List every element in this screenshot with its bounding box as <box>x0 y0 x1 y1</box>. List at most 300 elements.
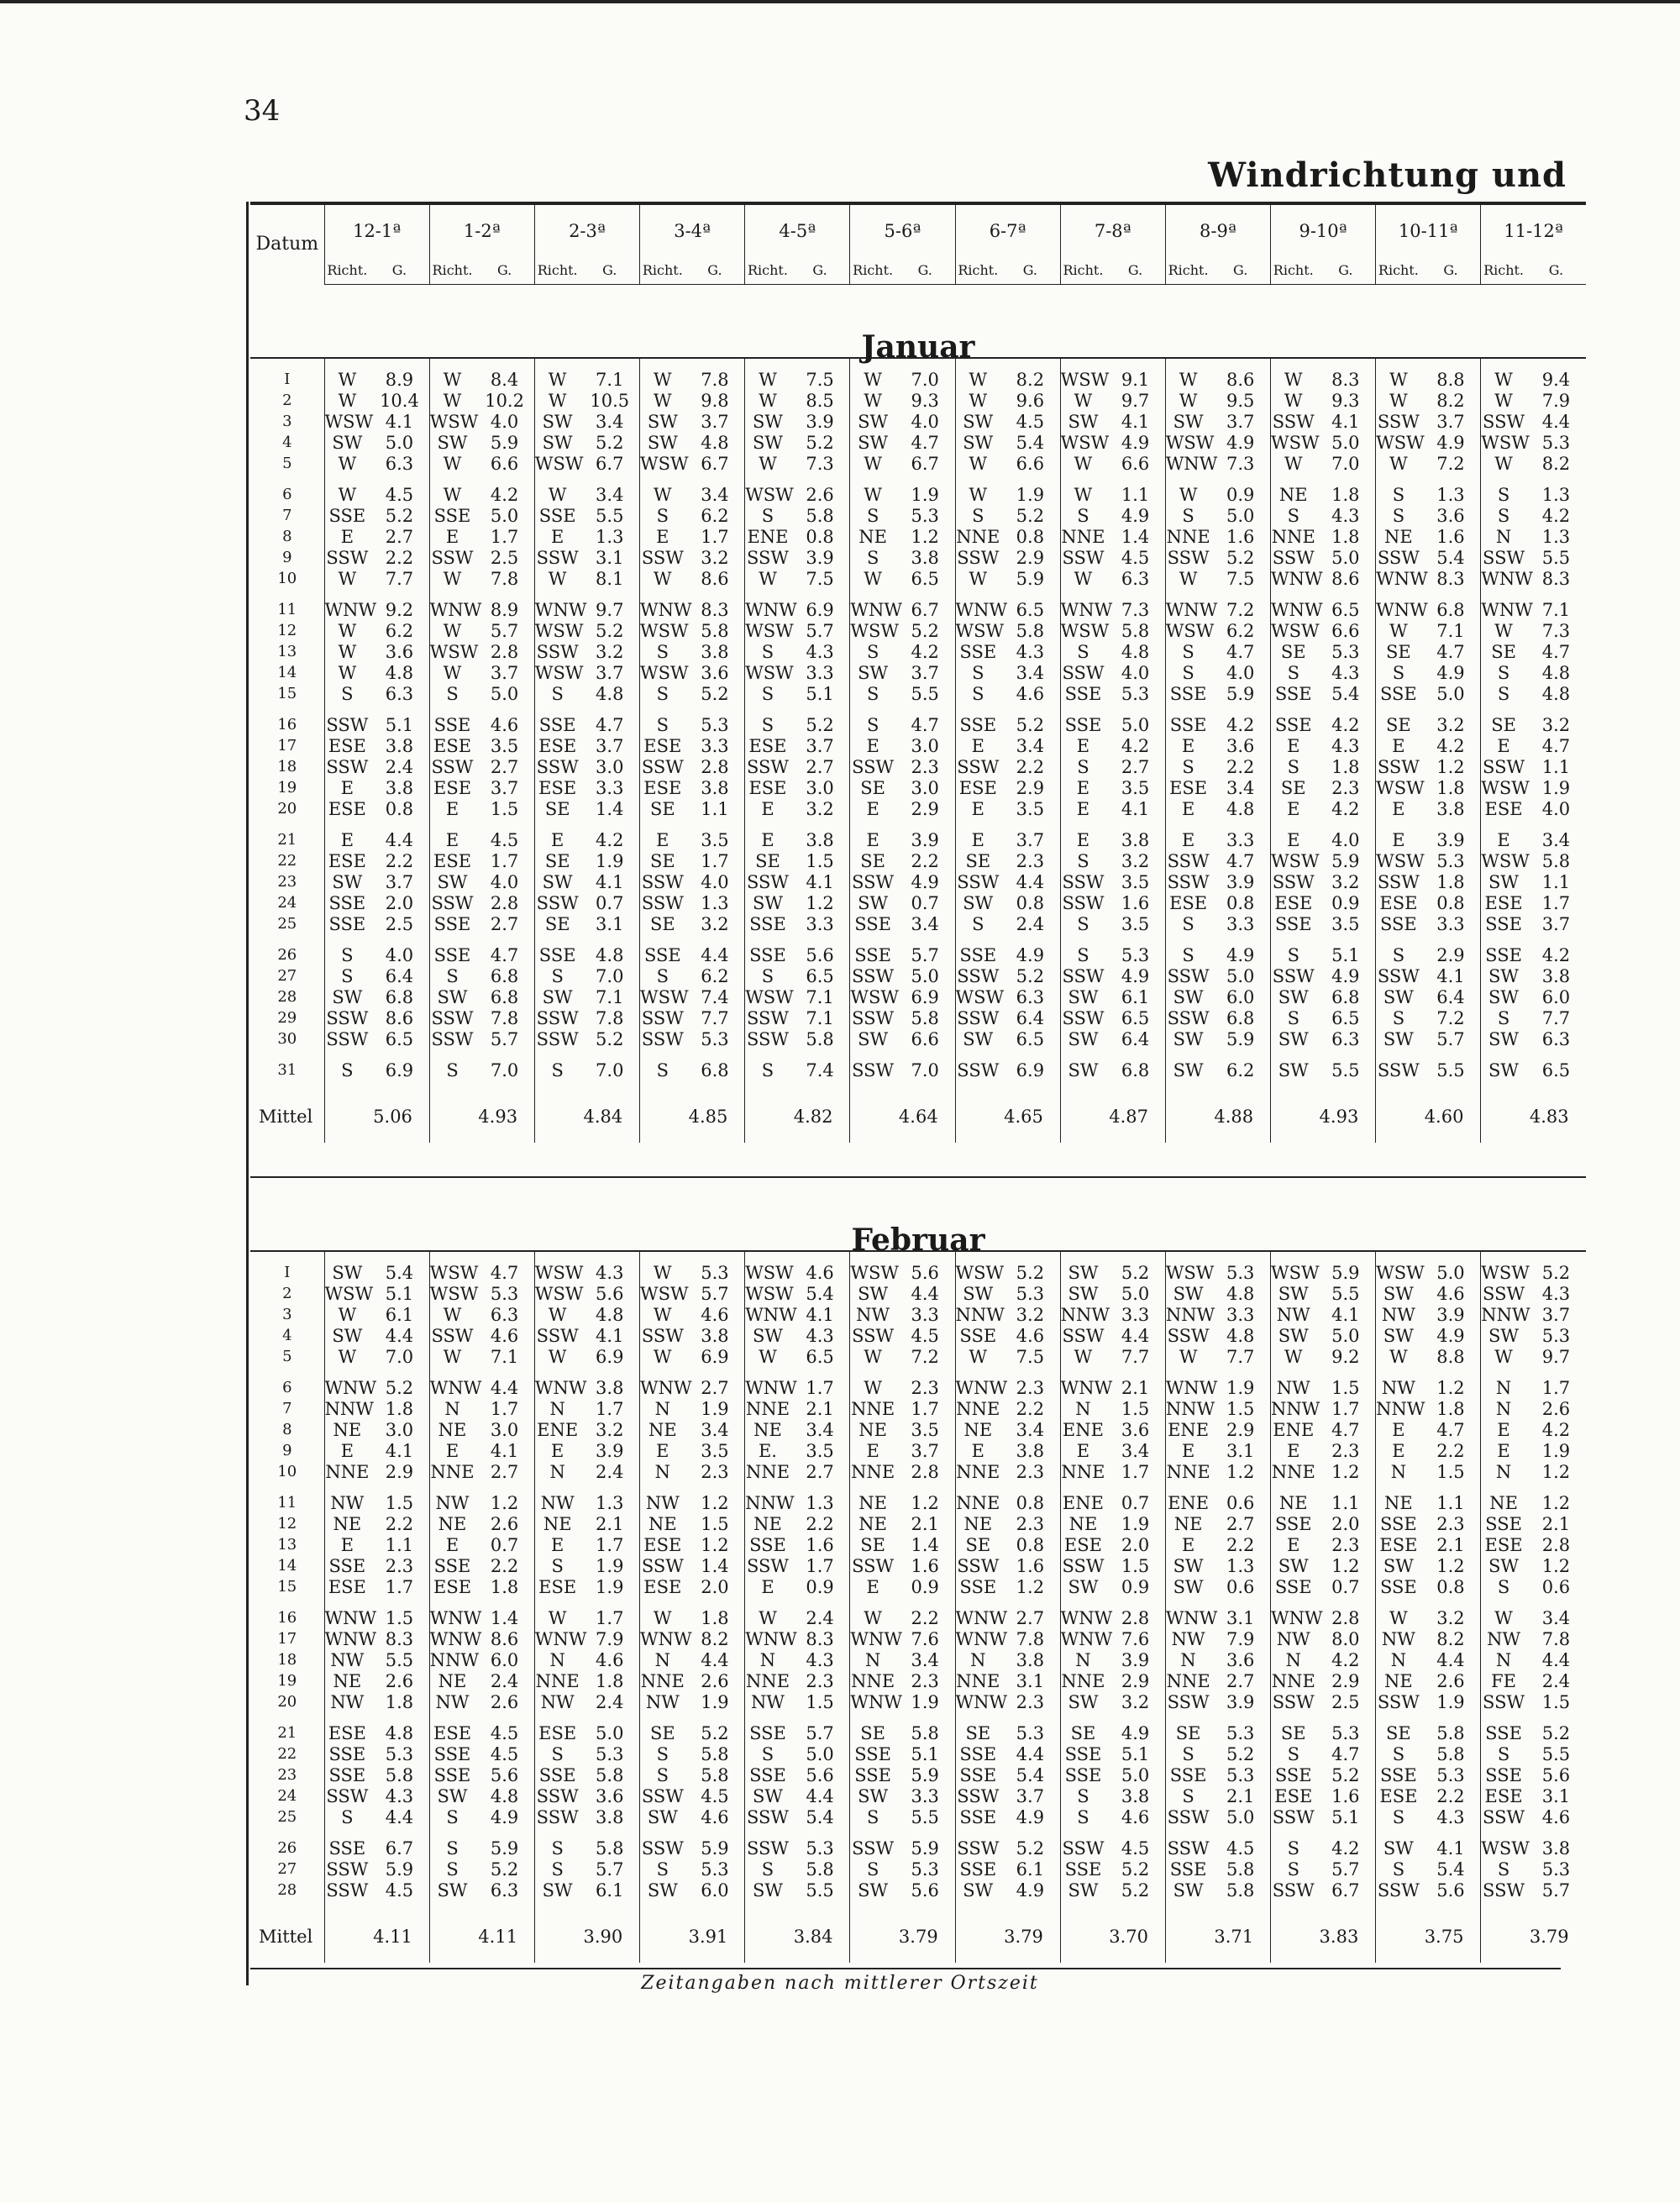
direction-cell: S <box>955 662 1000 683</box>
speed-cell: 5.7 <box>806 1722 834 1743</box>
direction-cell: SW <box>534 871 580 892</box>
speed-cell: 2.7 <box>490 913 519 934</box>
speed-cell: 3.3 <box>1226 913 1255 934</box>
direction-cell: SE <box>1270 777 1315 798</box>
speed-cell: 7.3 <box>806 453 834 474</box>
direction-cell: NW <box>324 1649 370 1670</box>
direction-cell: S <box>1060 756 1105 777</box>
speed-cell: 4.2 <box>1541 1419 1571 1440</box>
direction-cell: W <box>324 369 370 390</box>
direction-cell: W <box>1481 620 1526 641</box>
speed-cell: 5.4 <box>1436 1859 1465 1880</box>
speed-cell: 2.3 <box>1436 1513 1465 1534</box>
speed-cell: 4.3 <box>806 1325 834 1346</box>
direction-cell: W <box>745 369 790 390</box>
speed-cell: 7.1 <box>596 369 624 390</box>
speed-cell: 3.9 <box>1436 1304 1465 1325</box>
direction-cell: WSW <box>640 986 689 1007</box>
table-row <box>250 1007 1586 1028</box>
richt-subheader: Richt. <box>324 257 370 285</box>
speed-cell: 5.5 <box>1436 1059 1465 1080</box>
speed-cell: 5.5 <box>911 683 939 704</box>
day-cell: 14 <box>277 1556 297 1575</box>
direction-cell: ESE <box>1376 1534 1421 1555</box>
speed-cell: 4.7 <box>490 944 519 965</box>
direction-cell: SW <box>534 986 580 1007</box>
speed-cell: 4.1 <box>1331 1304 1360 1325</box>
mittel-value: 4.93 <box>1319 1107 1359 1127</box>
direction-cell: NNE <box>1166 526 1210 547</box>
speed-cell: 3.4 <box>1016 735 1045 756</box>
direction-cell: WNW <box>429 1607 482 1628</box>
direction-cell: WNW <box>955 1691 1008 1712</box>
direction-cell: NNW <box>324 1398 374 1419</box>
table-row <box>250 892 1586 913</box>
direction-cell: S <box>1165 1785 1210 1806</box>
direction-cell: SSE <box>1481 1764 1526 1785</box>
speed-cell: 1.2 <box>1331 1555 1360 1576</box>
day-cell: 17 <box>277 736 297 754</box>
table-row <box>250 505 1586 526</box>
speed-cell: 4.6 <box>1541 1806 1571 1827</box>
direction-cell: E <box>850 829 895 850</box>
speed-cell: 3.4 <box>806 1419 834 1440</box>
speed-cell: 3.3 <box>911 1785 939 1806</box>
speed-cell: 6.3 <box>1121 568 1150 589</box>
direction-cell: NNE <box>956 1461 1000 1482</box>
direction-cell: SW <box>1376 1325 1421 1346</box>
speed-cell: 9.6 <box>1016 390 1045 411</box>
direction-cell: ENE <box>1060 1492 1105 1513</box>
speed-cell: 3.4 <box>1541 829 1571 850</box>
direction-cell: WSW <box>1270 620 1320 641</box>
direction-cell: W <box>955 568 1000 589</box>
speed-cell: 4.6 <box>1016 683 1045 704</box>
richt-subheader: Richt. <box>640 257 685 285</box>
speed-cell: 3.9 <box>1121 1649 1150 1670</box>
speed-cell: 5.9 <box>911 1838 939 1859</box>
direction-cell: SSW <box>429 1028 475 1049</box>
direction-cell: E <box>429 1440 475 1461</box>
direction-cell: SW <box>1165 411 1210 432</box>
direction-cell: SE <box>640 850 685 871</box>
speed-cell: 10.2 <box>485 390 524 411</box>
speed-cell: 3.8 <box>1121 829 1150 850</box>
speed-cell: 5.2 <box>1226 547 1255 568</box>
direction-cell: SE <box>1376 1722 1421 1743</box>
speed-cell: 6.5 <box>1331 1007 1360 1028</box>
day-cell: 9 <box>282 548 292 566</box>
mittel-value: 4.64 <box>898 1107 938 1127</box>
speed-cell: 4.1 <box>806 1304 834 1325</box>
speed-cell: 2.3 <box>1331 1440 1360 1461</box>
speed-cell: 6.4 <box>1121 1028 1150 1049</box>
speed-cell: 8.2 <box>1436 390 1465 411</box>
speed-cell: 4.2 <box>1541 944 1571 965</box>
speed-cell: 4.8 <box>1541 683 1571 704</box>
speed-cell: 3.4 <box>596 484 624 505</box>
speed-cell: 0.8 <box>1016 1534 1045 1555</box>
speed-cell: 3.1 <box>1226 1607 1255 1628</box>
speed-cell: 1.9 <box>701 1691 729 1712</box>
table-row <box>250 641 1586 662</box>
direction-cell: S <box>1060 641 1105 662</box>
speed-cell: 6.3 <box>1331 1028 1360 1049</box>
speed-cell: 8.4 <box>490 369 519 390</box>
speed-cell: 2.3 <box>806 1670 834 1691</box>
table-row <box>250 432 1586 453</box>
speed-cell: 2.5 <box>1331 1691 1360 1712</box>
direction-cell: W <box>534 484 580 505</box>
speed-cell: 4.6 <box>490 714 519 735</box>
direction-cell: SSE <box>324 892 370 913</box>
direction-cell: E <box>1481 829 1526 850</box>
direction-cell: NW <box>534 1492 580 1513</box>
speed-cell: 4.1 <box>385 411 414 432</box>
direction-cell: E <box>429 526 475 547</box>
direction-cell: WSW <box>534 662 584 683</box>
direction-cell: S <box>1270 1838 1315 1859</box>
mittel-value: 3.84 <box>793 1927 833 1947</box>
speed-cell: 4.9 <box>1016 1806 1045 1827</box>
speed-cell: 3.9 <box>1226 1691 1255 1712</box>
speed-cell: 1.7 <box>806 1555 834 1576</box>
direction-cell: W <box>1165 568 1210 589</box>
direction-cell: E <box>324 526 370 547</box>
direction-cell: WNW <box>1270 568 1323 589</box>
speed-cell: 4.2 <box>1331 1649 1360 1670</box>
direction-cell: WNW <box>324 1377 377 1398</box>
speed-cell: 4.5 <box>490 1722 519 1743</box>
direction-cell: N <box>745 1649 790 1670</box>
spacer-row <box>250 934 1586 944</box>
direction-cell: NW <box>1481 1628 1526 1649</box>
speed-cell: 0.9 <box>806 1576 834 1597</box>
speed-cell: 1.9 <box>911 484 939 505</box>
direction-cell: NW <box>640 1691 685 1712</box>
table-row <box>250 599 1586 620</box>
direction-cell: WSW <box>955 620 1005 641</box>
direction-cell: SSW <box>429 547 475 568</box>
direction-cell: W <box>1376 453 1421 474</box>
direction-cell: W <box>534 1346 580 1367</box>
direction-cell: E <box>534 526 580 547</box>
day-cell: 26 <box>277 945 297 964</box>
direction-cell: SSW <box>1376 1691 1421 1712</box>
speed-cell: 5.6 <box>911 1262 939 1283</box>
speed-cell: 1.3 <box>596 1492 624 1513</box>
mittel-value: 3.79 <box>898 1927 938 1947</box>
day-cell: 23 <box>277 1765 297 1784</box>
direction-cell: S <box>324 1806 370 1827</box>
speed-cell: 3.6 <box>1226 735 1255 756</box>
speed-cell: 1.2 <box>1541 1461 1571 1482</box>
speed-cell: 7.0 <box>911 369 939 390</box>
direction-cell: S <box>1165 641 1210 662</box>
speed-cell: 5.5 <box>596 505 624 526</box>
speed-cell: 4.3 <box>1436 1806 1465 1827</box>
direction-cell: SSW <box>850 1838 895 1859</box>
direction-cell: NE <box>429 1513 475 1534</box>
direction-cell: NE <box>1165 1513 1210 1534</box>
speed-cell: 3.7 <box>911 662 939 683</box>
direction-cell: S <box>850 547 895 568</box>
speed-cell: 5.3 <box>1331 1722 1360 1743</box>
speed-cell: 5.3 <box>1436 850 1465 871</box>
direction-cell: W <box>745 390 790 411</box>
speed-cell: 3.7 <box>490 777 519 798</box>
direction-cell: S <box>1481 1007 1526 1028</box>
direction-cell: SSE <box>745 913 790 934</box>
speed-cell: 7.8 <box>490 1007 519 1028</box>
direction-cell: W <box>1376 1607 1421 1628</box>
speed-cell: 3.1 <box>596 913 624 934</box>
direction-cell: SSW <box>1270 547 1315 568</box>
direction-cell: WSW <box>429 1283 479 1304</box>
day-cell: 3 <box>282 412 292 430</box>
spacer-row <box>250 704 1586 714</box>
speed-cell: 4.9 <box>1016 1880 1045 1901</box>
table-row <box>250 1838 1586 1859</box>
direction-cell: SSW <box>1165 1691 1210 1712</box>
speed-cell: 1.9 <box>596 850 624 871</box>
speed-cell: 4.9 <box>1331 965 1360 986</box>
speed-cell: 8.3 <box>385 1628 414 1649</box>
direction-cell: W <box>324 390 370 411</box>
speed-cell: 10.4 <box>380 390 419 411</box>
speed-cell: 2.8 <box>911 1461 939 1482</box>
speed-cell: 7.3 <box>1121 599 1150 620</box>
speed-cell: 6.2 <box>385 620 414 641</box>
speed-cell: 5.6 <box>1436 1880 1465 1901</box>
day-cell: 27 <box>277 966 297 985</box>
table-row <box>250 871 1586 892</box>
direction-cell: E <box>1481 1419 1526 1440</box>
spacer-row <box>250 1080 1586 1091</box>
speed-cell: 4.0 <box>1226 662 1255 683</box>
speed-cell: 0.9 <box>1331 892 1360 913</box>
direction-cell: SSW <box>1165 965 1210 986</box>
direction-cell: S <box>640 641 685 662</box>
speed-cell: 0.8 <box>1016 892 1045 913</box>
direction-cell: SSE <box>324 505 370 526</box>
table-row <box>250 1555 1586 1576</box>
direction-cell: W <box>640 1346 685 1367</box>
speed-cell: 2.4 <box>596 1691 624 1712</box>
direction-cell: S <box>1165 756 1210 777</box>
speed-cell: 1.6 <box>1331 1785 1360 1806</box>
direction-cell: N <box>955 1649 1000 1670</box>
day-cell: 16 <box>277 715 297 733</box>
speed-cell: 4.6 <box>806 1262 834 1283</box>
speed-cell: 2.7 <box>1121 756 1150 777</box>
direction-cell: NE <box>955 1513 1000 1534</box>
speed-cell: 9.2 <box>1331 1346 1360 1367</box>
speed-cell: 1.2 <box>1541 1555 1571 1576</box>
direction-cell: WSW <box>745 620 794 641</box>
direction-cell: S <box>534 1059 580 1080</box>
direction-cell: SW <box>850 892 895 913</box>
direction-cell: SW <box>1060 986 1105 1007</box>
day-cell: 29 <box>277 1008 297 1027</box>
speed-cell: 4.8 <box>596 1304 624 1325</box>
speed-cell: 6.1 <box>1121 986 1150 1007</box>
direction-cell: SW <box>640 1806 685 1827</box>
speed-cell: 3.3 <box>1436 913 1465 934</box>
speed-cell: 5.6 <box>911 1880 939 1901</box>
direction-cell: E <box>955 1440 1000 1461</box>
direction-cell: N <box>1481 1377 1526 1398</box>
month-header-row <box>250 285 1586 359</box>
spacer-row <box>250 1482 1586 1492</box>
direction-cell: SW <box>324 432 370 453</box>
direction-cell: SSE <box>745 944 790 965</box>
table-row <box>250 1806 1586 1827</box>
spacer-row <box>250 1367 1586 1377</box>
speed-cell: 3.3 <box>1226 1304 1255 1325</box>
speed-cell: 1.7 <box>701 526 729 547</box>
direction-cell: SSE <box>1270 913 1315 934</box>
direction-cell: SSW <box>1060 1838 1105 1859</box>
direction-cell: NNE <box>325 1461 370 1482</box>
direction-cell: WNW <box>1060 1628 1113 1649</box>
direction-cell: S <box>534 683 580 704</box>
speed-cell: 5.3 <box>1121 944 1150 965</box>
direction-cell: SSE <box>1376 1576 1421 1597</box>
speed-cell: 6.8 <box>701 1059 729 1080</box>
speed-cell: 2.9 <box>1436 944 1465 965</box>
direction-cell: SE <box>850 850 895 871</box>
direction-cell: SSE <box>1376 1764 1421 1785</box>
speed-cell: 7.2 <box>1436 1007 1465 1028</box>
speed-cell: 3.4 <box>1016 662 1045 683</box>
direction-cell: S <box>1270 944 1315 965</box>
speed-cell: 3.5 <box>1121 913 1150 934</box>
speed-cell: 10.5 <box>590 390 630 411</box>
table-row <box>250 547 1586 568</box>
speed-cell: 3.7 <box>490 662 519 683</box>
direction-cell: S <box>640 1764 685 1785</box>
direction-cell: SSE <box>1270 683 1315 704</box>
direction-cell: SW <box>1165 1028 1210 1049</box>
speed-cell: 3.4 <box>911 1649 939 1670</box>
direction-cell: S <box>850 1806 895 1827</box>
direction-cell: NNE <box>1061 1670 1105 1691</box>
speed-cell: 2.1 <box>911 1513 939 1534</box>
speed-cell: 3.0 <box>385 1419 414 1440</box>
direction-cell: WNW <box>1481 599 1533 620</box>
speed-cell: 0.8 <box>1016 1492 1045 1513</box>
direction-cell: W <box>850 568 895 589</box>
speed-cell: 4.8 <box>1226 1325 1255 1346</box>
speed-cell: 4.7 <box>1541 641 1571 662</box>
speed-cell: 5.9 <box>1331 850 1360 871</box>
direction-cell: SSW <box>1060 1325 1105 1346</box>
speed-cell: 4.7 <box>1436 1419 1465 1440</box>
g-subheader: G. <box>1526 257 1586 285</box>
speed-cell: 2.3 <box>1016 1377 1045 1398</box>
direction-cell: WNW <box>534 1377 587 1398</box>
speed-cell: 1.1 <box>1541 871 1571 892</box>
direction-cell: SSW <box>955 1059 1000 1080</box>
speed-cell: 2.2 <box>1436 1785 1465 1806</box>
direction-cell: S <box>1165 1743 1210 1764</box>
speed-cell: 4.3 <box>596 1262 624 1283</box>
speed-cell: 4.5 <box>701 1785 729 1806</box>
direction-cell: SE <box>1060 1722 1105 1743</box>
speed-cell: 7.5 <box>806 568 834 589</box>
direction-cell: SSE <box>1060 683 1105 704</box>
speed-cell: 5.0 <box>911 965 939 986</box>
speed-cell: 5.5 <box>911 1806 939 1827</box>
speed-cell: 4.7 <box>1226 850 1255 871</box>
speed-cell: 2.6 <box>1436 1670 1465 1691</box>
speed-cell: 8.3 <box>1436 568 1465 589</box>
direction-cell: S <box>1376 944 1421 965</box>
day-cell: 6 <box>282 1378 292 1396</box>
direction-cell: E <box>324 1534 370 1555</box>
speed-cell: 5.2 <box>1121 1859 1150 1880</box>
direction-cell: ENE <box>534 1419 580 1440</box>
direction-cell: N <box>1481 526 1526 547</box>
speed-cell: 1.2 <box>1436 1555 1465 1576</box>
speed-cell: 4.8 <box>385 1722 414 1743</box>
direction-cell: W <box>640 568 685 589</box>
table-row <box>250 1028 1586 1049</box>
direction-cell: SW <box>850 1785 895 1806</box>
speed-cell: 1.8 <box>1436 777 1465 798</box>
direction-cell: SSE <box>1481 913 1526 934</box>
direction-cell: NE <box>1481 1492 1526 1513</box>
speed-cell: 4.7 <box>911 432 939 453</box>
speed-cell: 5.9 <box>701 1838 729 1859</box>
speed-cell: 3.5 <box>911 1419 939 1440</box>
speed-cell: 3.0 <box>596 756 624 777</box>
direction-cell: WNW <box>640 1377 692 1398</box>
speed-cell: 4.4 <box>1541 1649 1571 1670</box>
speed-cell: 5.3 <box>1016 1283 1045 1304</box>
direction-cell: SW <box>1270 986 1315 1007</box>
day-cell: 15 <box>277 684 297 702</box>
speed-cell: 8.8 <box>1436 369 1465 390</box>
table-row <box>250 484 1586 505</box>
speed-cell: 5.7 <box>701 1283 729 1304</box>
bottom-rule <box>250 1968 1561 1969</box>
speed-cell: 6.0 <box>1226 986 1255 1007</box>
direction-cell: S <box>640 714 685 735</box>
direction-cell: N <box>534 1398 580 1419</box>
speed-cell: 5.4 <box>1016 432 1045 453</box>
table-row <box>250 1859 1586 1880</box>
speed-cell: 4.6 <box>1121 1806 1150 1827</box>
speed-cell: 5.1 <box>1331 944 1360 965</box>
direction-cell: SW <box>745 411 790 432</box>
day-cell: 11 <box>277 600 297 618</box>
speed-cell: 6.2 <box>701 505 729 526</box>
speed-cell: 3.2 <box>701 913 729 934</box>
speed-cell: 7.9 <box>1541 390 1571 411</box>
direction-cell: SSE <box>429 944 475 965</box>
speed-cell: 7.1 <box>1541 599 1571 620</box>
speed-cell: 2.4 <box>1541 1670 1571 1691</box>
direction-cell: SW <box>1060 1880 1105 1901</box>
table-row <box>250 1880 1586 1901</box>
hour-header: 7-8ª <box>1060 203 1165 257</box>
speed-cell: 1.7 <box>596 1398 624 1419</box>
direction-cell: S <box>1270 505 1315 526</box>
speed-cell: 3.3 <box>596 777 624 798</box>
speed-cell: 2.6 <box>701 1670 729 1691</box>
